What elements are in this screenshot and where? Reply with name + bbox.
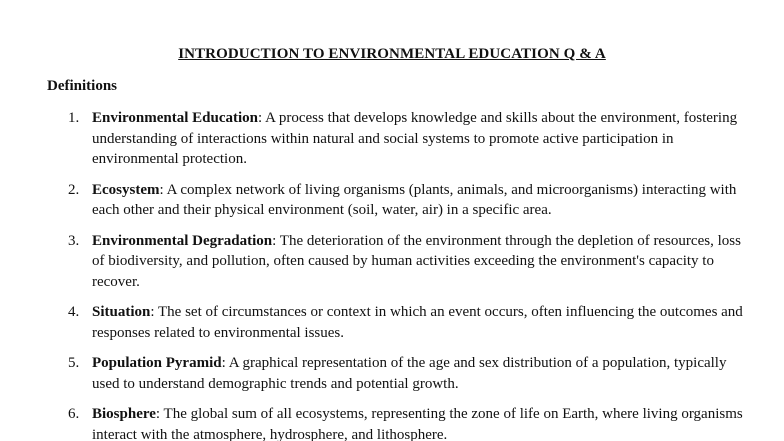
definition-term: Environmental Education (92, 110, 259, 126)
definition-number: 6. (68, 406, 80, 422)
definition-term: Situation (92, 304, 151, 320)
definition-term: Biosphere (92, 406, 156, 422)
definition-text: : The set of circumstances or context in which an event occurs, often influencing the outcomes and responses related to environmental issues. (92, 304, 743, 341)
definition-text: : The global sum of all ecosystems, representing the zone of life on Earth, where living organisms interact with the atmosphere, hydrosphere, and lithosphere. (92, 406, 743, 441)
definition-number: 2. (68, 181, 80, 198)
definition-text: : A process that develops knowledge and skills about the environment, fostering understanding of interactions within natural and social systems to promote active participation in environmental protection. (92, 110, 738, 167)
page-title: INTRODUCTION TO ENVIRONMENTAL EDUCATION Q & A (178, 46, 606, 62)
definitions-list (0, 108, 784, 441)
definition-number: 5. (68, 355, 80, 371)
definition-item (0, 404, 784, 441)
section-heading-definitions: Definitions (47, 78, 118, 94)
definition-item (0, 302, 784, 343)
definition-item (0, 353, 784, 394)
definition-number: 4. (68, 304, 80, 320)
definition-term: Environmental Degradation (92, 232, 273, 249)
definition-item (0, 231, 784, 293)
definition-number: 3. (68, 232, 80, 249)
definition-item (0, 108, 784, 170)
definition-text: : A complex network of living organisms (plants, animals, and microorganisms) interacting with each other and their physical environment (soil, water, air) in a specific area. (92, 181, 737, 218)
definition-text: : The deterioration of the environment through the depletion of resources, loss of biodiversity, and pollution, often caused by human activities exceeding the environment's capacity to recover. (92, 232, 741, 290)
definition-item (0, 180, 784, 221)
definition-term: Population Pyramid (92, 355, 222, 371)
definition-term: Ecosystem (92, 181, 160, 198)
definition-text: : A graphical representation of the age and sex distribution of a population, typically used to understand demographic trends and potential growth. (92, 355, 727, 392)
definition-number: 1. (68, 110, 80, 126)
